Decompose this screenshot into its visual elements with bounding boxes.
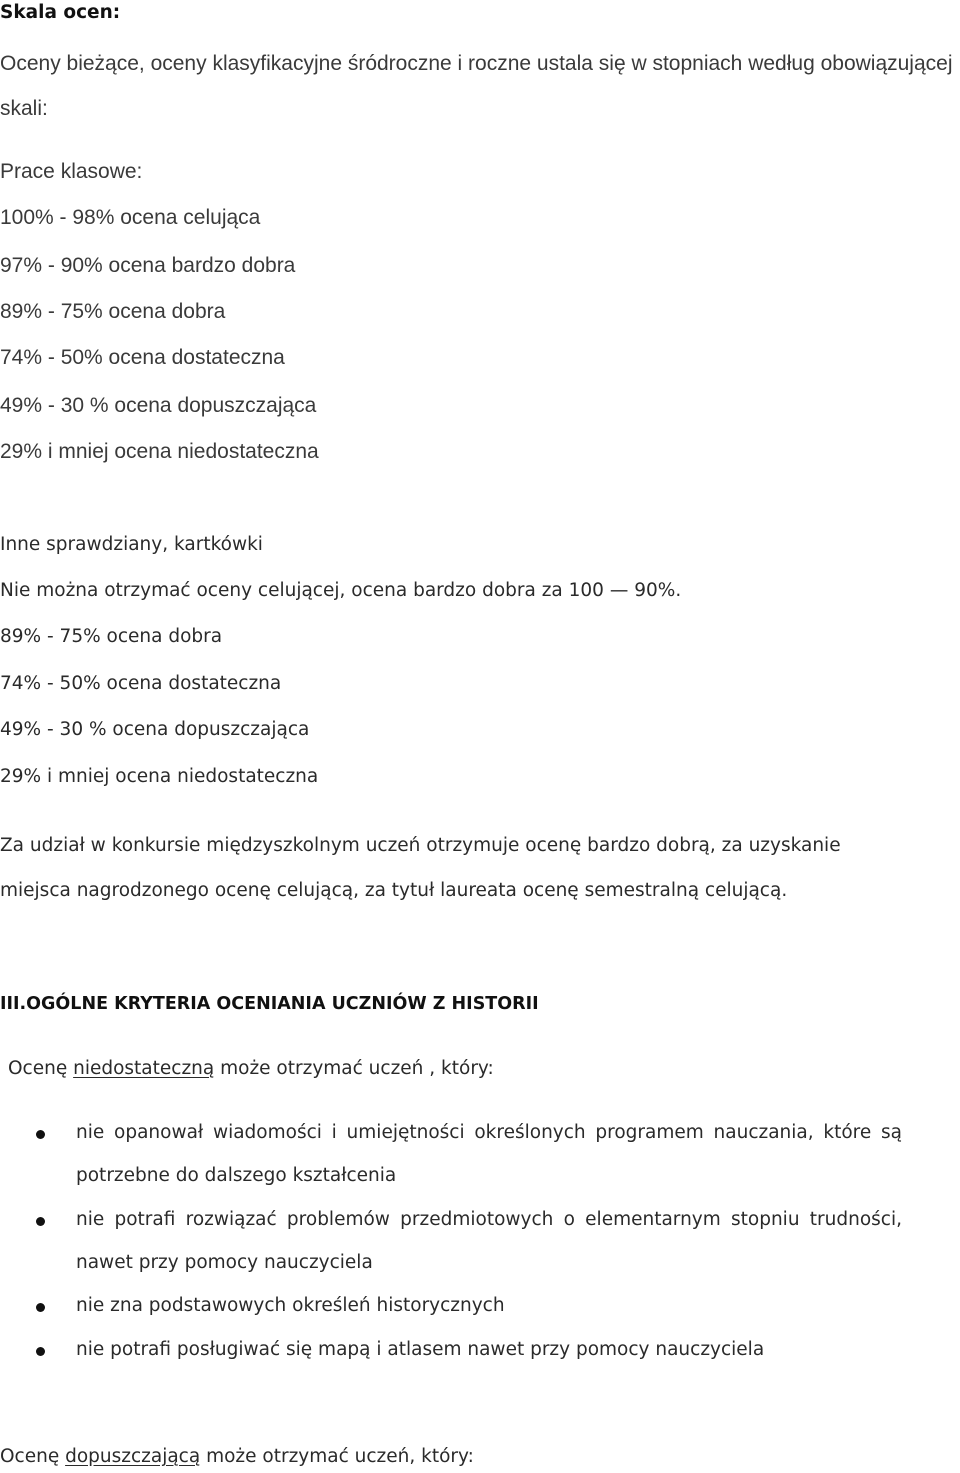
tests-grade: 97% - 90% ocena bardzo dobra xyxy=(0,254,296,277)
tests-grade: 74% - 50% ocena dostateczna xyxy=(0,346,285,369)
insufficient-grade: niedostateczną xyxy=(73,1058,215,1079)
quizzes-grade: 89% - 75% ocena dobra xyxy=(0,626,223,647)
section-3-title: III.OGÓLNE KRYTERIA OCENIANIA UCZNIÓW Z HISTORII xyxy=(0,994,539,1014)
bullet-icon xyxy=(36,1303,45,1312)
quizzes-grade: 74% - 50% ocena dostateczna xyxy=(0,673,282,694)
tests-title: Prace klasowe: xyxy=(0,160,143,183)
list-item-continuation: potrzebne do dalszego kształcenia xyxy=(76,1165,397,1186)
bullet-icon xyxy=(36,1130,45,1139)
insufficient-prefix: Ocenę xyxy=(8,1058,74,1079)
list-item: nie potrafi posługiwać się mapą i atlasem nawet przy pomocy nauczyciela xyxy=(76,1339,765,1360)
tests-grade: 100% - 98% ocena celująca xyxy=(0,206,261,229)
tests-grade: 49% - 30 % ocena dopuszczająca xyxy=(0,394,317,417)
tests-grade: 89% - 75% ocena dobra xyxy=(0,300,226,323)
sufficient-intro xyxy=(0,1446,474,1467)
quizzes-grade: 29% i mniej ocena niedostateczna xyxy=(0,766,319,787)
sufficient-prefix: Ocenę xyxy=(0,1446,66,1467)
quizzes-note: Nie można otrzymać oceny celującej, ocena bardzo dobra za 100 — 90%. xyxy=(0,580,682,601)
list-item: nie zna podstawowych określeń historycznych xyxy=(76,1295,505,1316)
list-item-continuation: nawet przy pomocy nauczyciela xyxy=(76,1252,373,1273)
bullet-icon xyxy=(36,1347,45,1356)
sufficient-suffix: może otrzymać uczeń, który: xyxy=(200,1446,474,1467)
intro-line-2: skali: xyxy=(0,97,48,120)
contest-line-2: miejsca nagrodzonego ocenę celującą, za tytuł laureata ocenę semestralną celującą. xyxy=(0,880,788,901)
sufficient-grade: dopuszczającą xyxy=(65,1446,201,1467)
insufficient-intro xyxy=(8,1058,494,1079)
list-item: nie potrafi rozwiązać problemów przedmiotowych o elementarnym stopniu trudności, xyxy=(76,1209,902,1230)
intro-line-1: Oceny bieżące, oceny klasyfikacyjne śródroczne i roczne ustala się w stopniach według obowiązującej xyxy=(0,52,953,75)
contest-line-1: Za udział w konkursie międzyszkolnym uczeń otrzymuje ocenę bardzo dobrą, za uzyskanie xyxy=(0,835,841,856)
quizzes-grade: 49% - 30 % ocena dopuszczająca xyxy=(0,719,310,740)
insufficient-suffix: może otrzymać uczeń , który: xyxy=(214,1058,494,1079)
scale-heading: Skala ocen: xyxy=(0,2,121,23)
bullet-icon xyxy=(36,1217,45,1226)
quizzes-title: Inne sprawdziany, kartkówki xyxy=(0,534,263,555)
tests-grade: 29% i mniej ocena niedostateczna xyxy=(0,440,319,463)
list-item: nie opanował wiadomości i umiejętności określonych programem nauczania, które są xyxy=(76,1122,902,1143)
